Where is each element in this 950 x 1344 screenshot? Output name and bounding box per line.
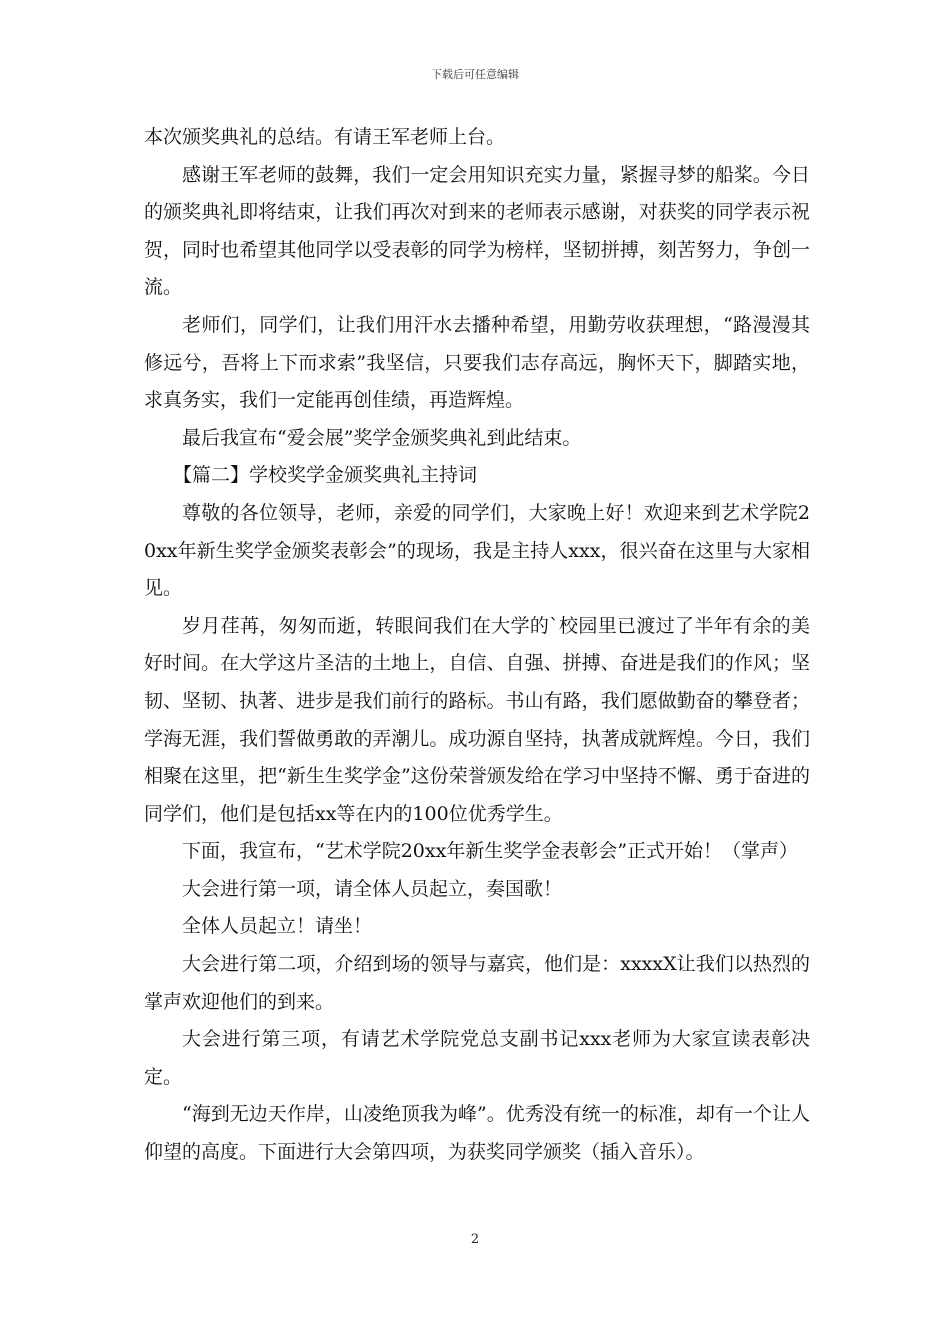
document-body (144, 119, 810, 1172)
paragraph-item-two: 大会进行第二项，介绍到场的领导与嘉宾，他们是：xxxxX让我们以热烈的掌声欢迎他们的到来。 (144, 953, 810, 1013)
paragraph-thanks: 感谢王军老师的鼓舞，我们一定会用知识充实力量，紧握寻梦的船桨。今日的颁奖典礼即将结束，让我们再次对到来的老师表示感谢，对获奖的同学表示祝贺，同时也希望其他同学以受表彰的同学为榜样，坚韧拼搏，刻苦努力，争创一流。 (144, 163, 810, 299)
paragraph-item-four: “海到无边天作岸，山凌绝顶我为峰”。优秀没有统一的标准，却有一个让人仰望的高度。下面进行大会第四项，为获奖同学颁奖（插入音乐）。 (144, 1103, 810, 1164)
paragraph-item-one: 大会进行第一项，请全体人员起立，奏国歌！ (182, 877, 563, 900)
section-heading: 【篇二】学校奖学金颁奖典礼主持词 (173, 464, 478, 487)
paragraph-stand-sit: 全体人员起立！请坐！ (182, 915, 373, 938)
paragraph-closing-summary: 本次颁奖典礼的总结。有请王军老师上台。 (144, 126, 506, 148)
paragraph-greeting: 尊敬的各位领导，老师，亲爱的同学们，大家晚上好！欢迎来到艺术学院20xx年新生奖学金颁奖表彰会”的现场，我是主持人xxx，很兴奋在这里与大家相见。 (144, 501, 810, 600)
paragraph-years: 岁月荏苒，匆匆而逝，转眼间我们在大学的`校园里已渡过了半年有余的美好时间。在大学这片圣洁的土地上，自信、自强、拼搏、奋进是我们的作风；坚韧、坚韧、执著、进步是我们前行的路标。书山有路，我们愿做勤奋的攀登者；学海无涯，我们誓做勇敢的弄潮儿。成功源自坚持，执著成就辉煌。今日，我们相聚在这里，把“新生生奖学金”这份荣誉颁发给在学习中坚持不懈、勇于奋进的同学们，他们是包括xx等在内的100位优秀学生。 (144, 614, 810, 825)
paragraph-ending: 最后我宣布“爱会展”奖学金颁奖典礼到此结束。 (182, 426, 582, 449)
paragraph-encouragement: 老师们，同学们，让我们用汗水去播种希望，用勤劳收获理想，“路漫漫其修远兮，吾将上下而求索”我坚信，只要我们志存高远，胸怀天下，脚踏实地，求真务实，我们一定能再创佳绩，再造辉煌。 (144, 313, 810, 412)
page-header: 下载后可任意编辑 (431, 68, 519, 81)
paragraph-announce-start: 下面，我宣布，“艺术学院20xx年新生奖学金表彰会”正式开始！（掌声） (182, 840, 799, 863)
paragraph-item-three: 大会进行第三项，有请艺术学院党总支副书记xxx老师为大家宣读表彰决定。 (144, 1028, 810, 1088)
page-number: 2 (470, 1232, 480, 1247)
